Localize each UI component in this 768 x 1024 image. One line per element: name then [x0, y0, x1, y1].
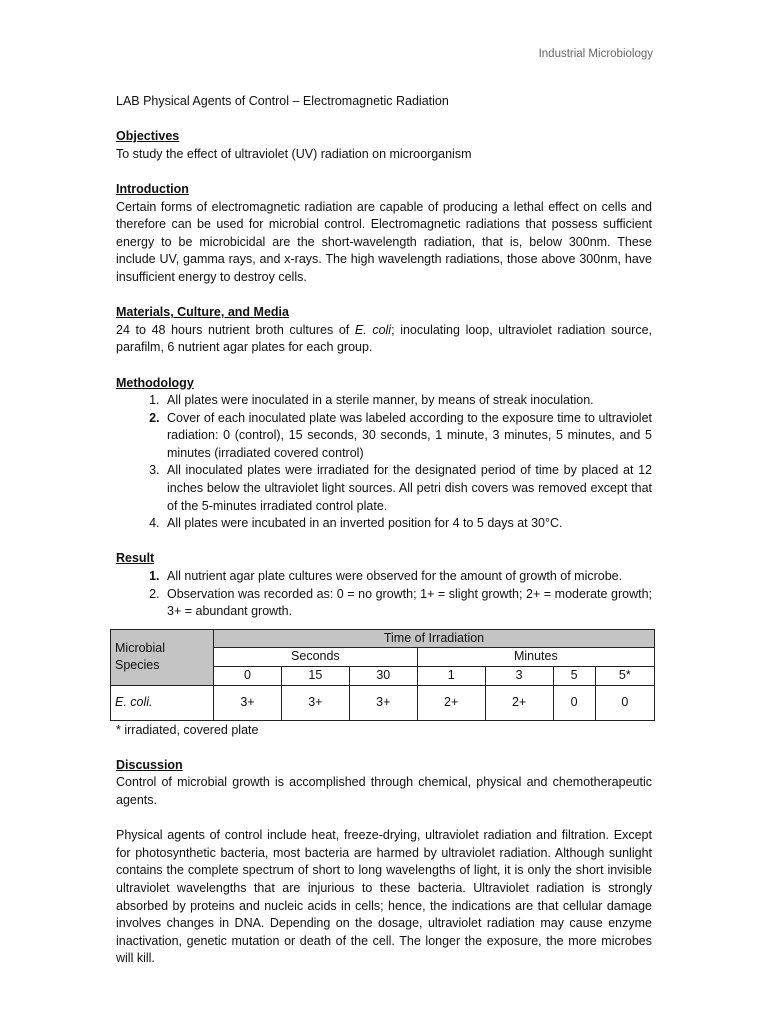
methodology-heading: Methodology [116, 375, 194, 390]
time-point: 5* [595, 667, 654, 686]
result-list [116, 568, 652, 621]
methodology-step: 1. All plates were inoculated in a sterile manner, by means of streak inoculation. [163, 392, 652, 410]
methodology-section [116, 375, 652, 533]
time-point: 5 [553, 667, 595, 686]
growth-value: 3+ [349, 685, 417, 720]
result-item: 1. All nutrient agar plate cultures were observed for the amount of growth of microbe. [163, 568, 652, 586]
materials-text-before: 24 to 48 hours nutrient broth cultures of [116, 322, 355, 337]
objectives-section [116, 128, 652, 163]
results-table [110, 629, 655, 721]
growth-value: 2+ [417, 685, 485, 720]
methodology-list [116, 392, 652, 533]
time-header: Time of Irradiation [214, 629, 655, 648]
result-section [116, 550, 652, 620]
methodology-step: 2. Cover of each inoculated plate was labeled according to the exposure time to ultraviolet radiation: 0 (control), 15 seconds, 30 seconds, 1 minute, 3 minutes, 5 minutes, and 5 minutes (irradiated covered control) [163, 410, 652, 463]
growth-value: 0 [595, 685, 654, 720]
page-title: LAB Physical Agents of Control – Electromagnetic Radiation [116, 94, 449, 108]
species-header: Microbial Species [111, 629, 214, 685]
time-point: 1 [417, 667, 485, 686]
growth-value: 3+ [281, 685, 349, 720]
materials-organism: E. coli [354, 322, 392, 337]
time-point: 15 [281, 667, 349, 686]
materials-text [116, 322, 652, 357]
time-point: 3 [485, 667, 553, 686]
objectives-text: To study the effect of ultraviolet (UV) radiation on microorganism [116, 146, 472, 161]
discussion-heading: Discussion [116, 757, 183, 772]
seconds-header: Seconds [214, 648, 418, 667]
growth-value: 0 [553, 685, 595, 720]
minutes-header: Minutes [417, 648, 654, 667]
time-point: 30 [349, 667, 417, 686]
table-row [111, 685, 655, 720]
materials-text-after: ; inoculating loop, ultraviolet radiation source, parafilm, 6 nutrient agar plates for each group. [116, 322, 652, 355]
introduction-section [116, 181, 652, 287]
time-point: 0 [214, 667, 282, 686]
objectives-heading: Objectives [116, 129, 180, 144]
table-footnote: * irradiated, covered plate [116, 722, 259, 737]
result-item: 2. Observation was recorded as: 0 = no growth; 1+ = slight growth; 2+ = moderate growth; 3+ = abundant growth. [163, 586, 652, 621]
discussion-paragraph: Physical agents of control include heat, freeze-drying, ultraviolet radiation and filtration. Except for photosynthetic bacteria, most bacteria are harmed by ultraviolet radiation. Although sunlight contains the complete spectrum of short to long wavelengths of light, it is only the short invisible ultraviolet wavelengths that are injurious to these bacteria. Ultraviolet radiation is strongly absorbed by proteins and nucleic acids in cells; hence, the indications are that cellular damage involves changes in DNA. Depending on the dosage, ultraviolet radiation may cause enzyme inactivation, genetic mutation or death of the cell. The longer the exposure, the more microbes will kill. [116, 828, 652, 966]
methodology-step: 3. All inoculated plates were irradiated for the designated period of time by placed at 12 inches below the ultraviolet light sources. All petri dish covers was removed except that of the 5-minutes irradiated control plate. [163, 462, 652, 515]
materials-section [116, 304, 652, 357]
page-header: Industrial Microbiology [538, 48, 653, 60]
discussion-section [116, 757, 652, 968]
methodology-step: 4. All plates were incubated in an inverted position for 4 to 5 days at 30°C. [163, 515, 652, 533]
species-cell: E. coli. [111, 685, 214, 720]
growth-value: 2+ [485, 685, 553, 720]
growth-value: 3+ [214, 685, 282, 720]
introduction-heading: Introduction [116, 181, 189, 196]
discussion-paragraph: Control of microbial growth is accomplished through chemical, physical and chemotherapeutic agents. [116, 775, 652, 807]
document-body [116, 93, 652, 968]
materials-heading: Materials, Culture, and Media [116, 305, 289, 320]
result-heading: Result [116, 551, 155, 566]
introduction-text: Certain forms of electromagnetic radiation are capable of producing a lethal effect on cells and therefore can be used for microbial control. Electromagnetic radiations that possess sufficient energy to be microbicidal are the short-wavelength radiation, that is, below 300nm. These include UV, gamma rays, and x-rays. The high wavelength radiations, those above 300nm, have insufficient energy to destroy cells. [116, 199, 652, 284]
